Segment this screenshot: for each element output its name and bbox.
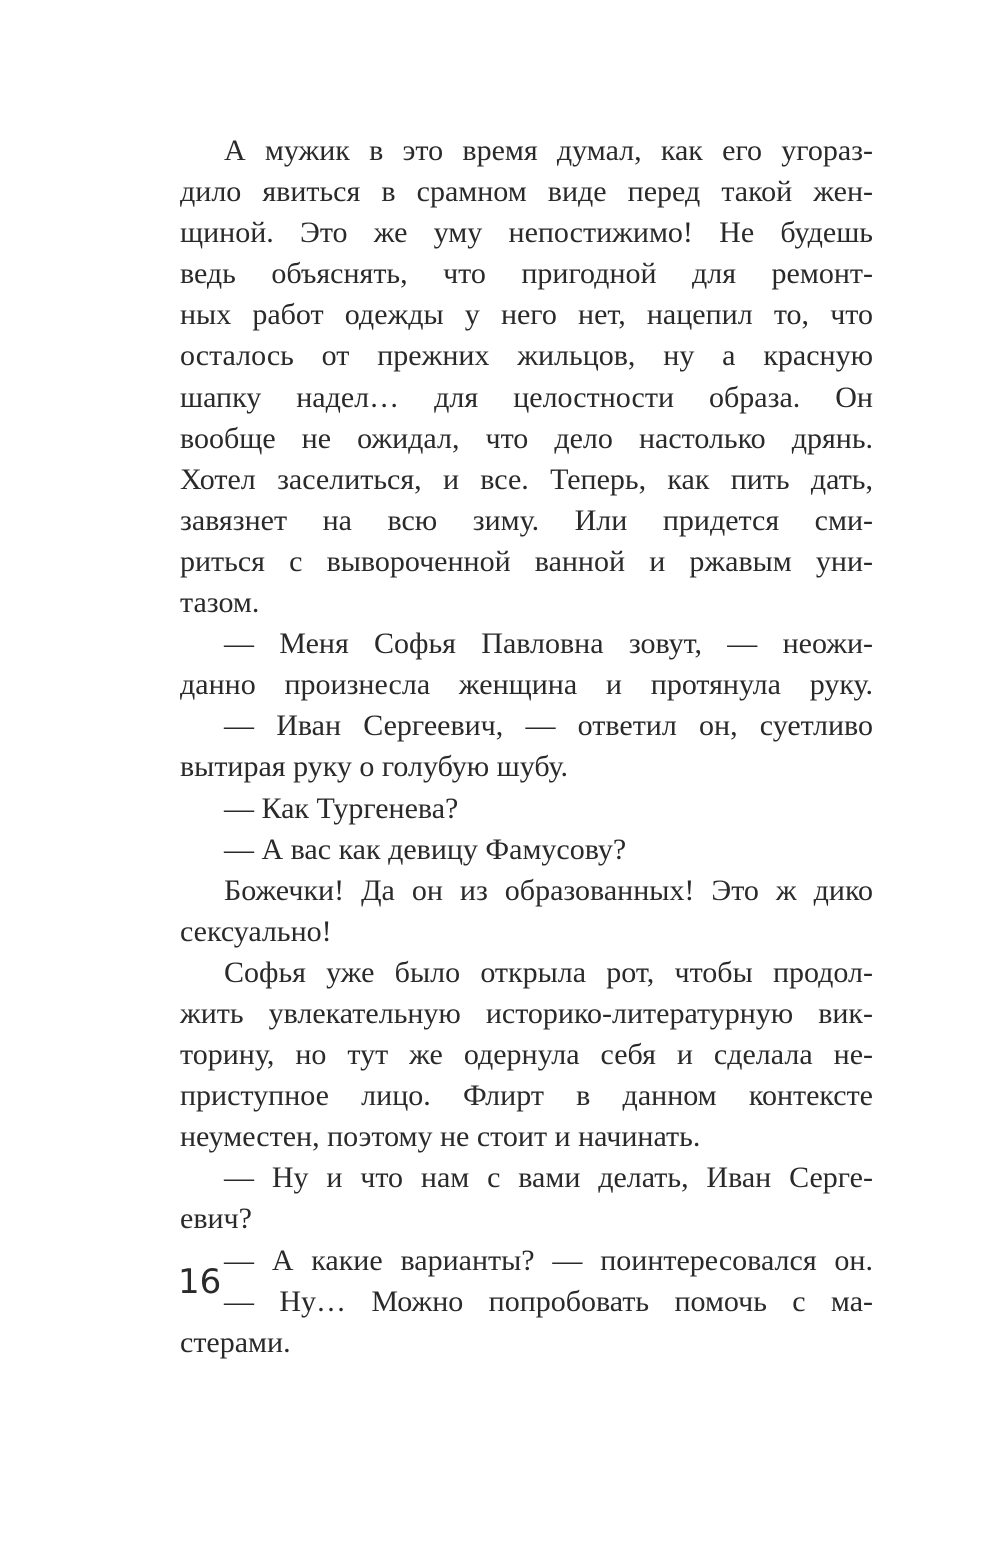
body-text <box>180 130 873 1363</box>
text-line: дило явиться в срамном виде перед такой жен- <box>180 175 873 209</box>
text-line: Хотел заселиться, и все. Теперь, как пить дать, <box>180 462 873 496</box>
page-number: 16 <box>178 1262 222 1302</box>
text-line: Божечки! Да он из образованных! Это ж дико <box>224 873 873 907</box>
text-line: — Меня Софья Павловна зовут, — неожи- <box>224 627 873 661</box>
text-line: евич? <box>180 1202 252 1236</box>
text-line: тазом. <box>180 586 260 620</box>
text-line: А мужик в это время думал, как его угораз- <box>224 134 873 167</box>
text-line: — Ну… Можно попробовать помочь с ма- <box>224 1284 873 1318</box>
text-line: торину, но тут же одернула себя и сделала не- <box>180 1038 873 1072</box>
text-line: — А вас как девицу Фамусову? <box>224 832 627 866</box>
text-line: ведь объяснять, что пригодной для ремонт- <box>180 257 873 291</box>
text-line: неуместен, поэтому не стоит и начинать. <box>180 1120 701 1154</box>
text-line: стерами. <box>180 1325 291 1359</box>
text-line: сексуально! <box>180 914 332 948</box>
text-line: приступное лицо. Флирт в данном контексте <box>180 1079 873 1113</box>
text-line: — Иван Сергеевич, — ответил он, суетливо <box>224 709 873 743</box>
text-line: жить увлекательную историко-литературную вик- <box>180 996 873 1030</box>
text-line: риться с вывороченной ванной и ржавым уни- <box>180 544 873 578</box>
text-line: щиной. Это же уму непостижимо! Не будешь <box>180 216 873 250</box>
text-line: Софья уже было открыла рот, чтобы продол- <box>224 955 873 989</box>
text-line: — А какие варианты? — поинтересовался он. <box>224 1243 873 1277</box>
text-line: шапку надел… для целостности образа. Он <box>180 380 873 414</box>
text-line: вообще не ожидал, что дело настолько дрянь. <box>180 421 873 455</box>
text-line: — Как Тургенева? <box>224 791 459 825</box>
text-line: осталось от прежних жильцов, ну а красную <box>180 339 873 373</box>
text-line: — Ну и что нам с вами делать, Иван Серге- <box>224 1161 873 1195</box>
text-line: данно произнесла женщина и протянула руку. <box>180 668 873 702</box>
text-line: вытирая руку о голубую шубу. <box>180 750 568 784</box>
text-line: завязнет на всю зиму. Или придется сми- <box>180 503 873 537</box>
text-line: ных работ одежды у него нет, нацепил то, что <box>180 298 873 332</box>
